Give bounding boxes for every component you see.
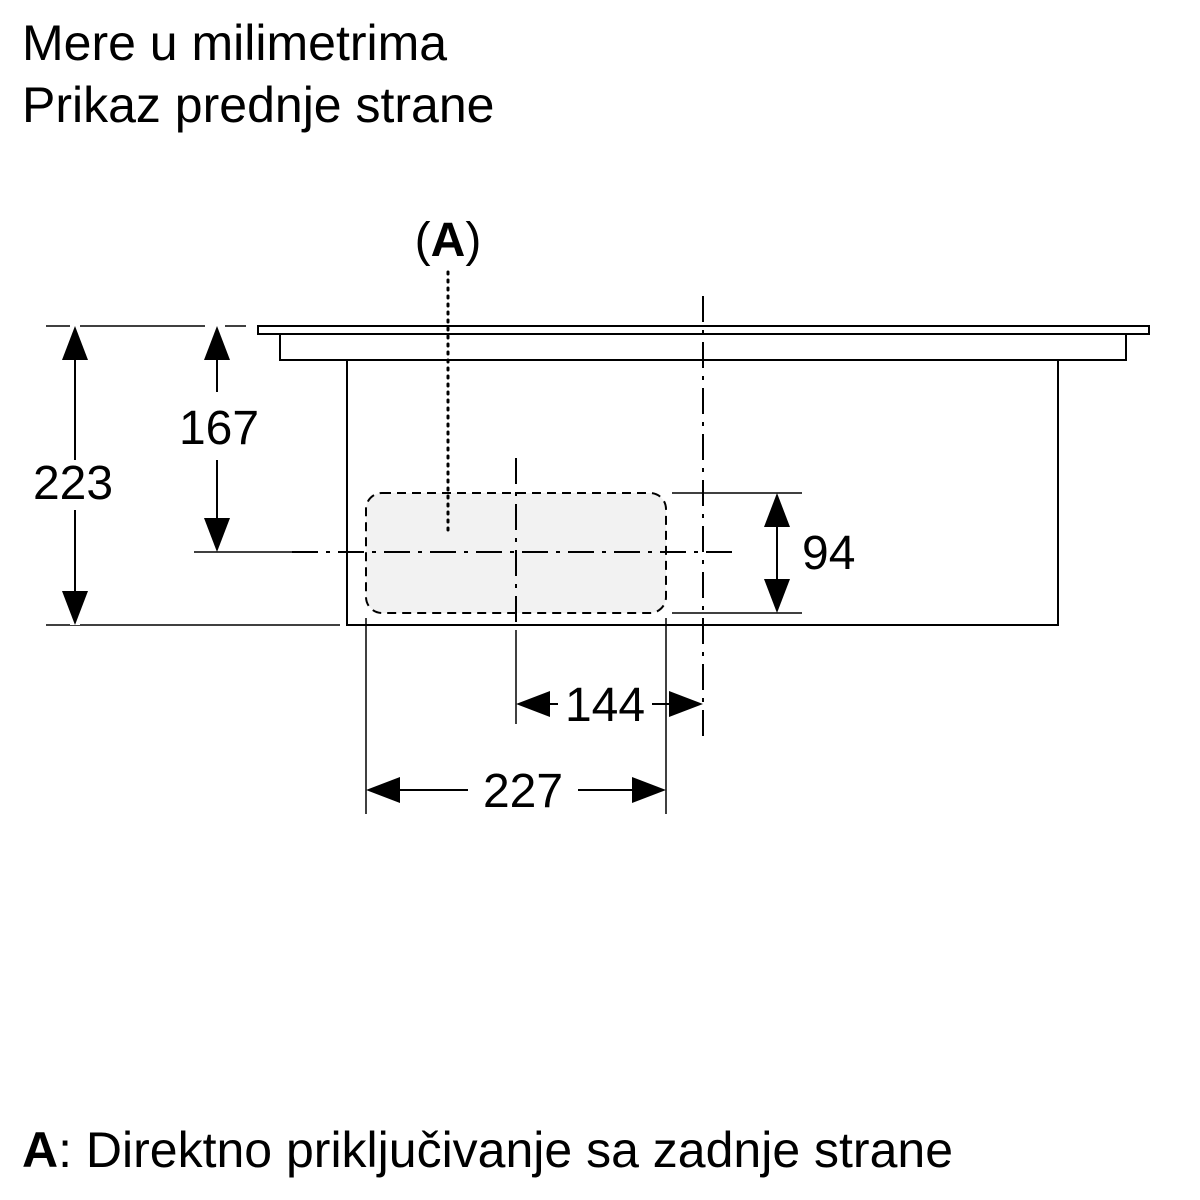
callout-paren-open: ( (414, 214, 431, 267)
title-units: Mere u milimetrima (22, 15, 448, 71)
callout-paren-close: ) (465, 214, 482, 267)
dim-arrowhead-144-right (669, 691, 703, 717)
legend-line (22, 1122, 953, 1178)
dim-arrowhead-227-right (632, 777, 666, 803)
dim-label-167: 167 (178, 402, 260, 455)
dim-label-144: 144 (564, 679, 646, 732)
callout-letter: A (430, 214, 466, 267)
dim-label-223: 223 (32, 457, 114, 510)
title-view: Prikaz prednje strane (22, 77, 495, 133)
dim-label-94: 94 (802, 527, 856, 580)
legend-key: A (22, 1122, 59, 1178)
dim-arrowhead-223-top (62, 326, 88, 360)
dim-arrowhead-167-bottom (204, 518, 230, 552)
callout-label (415, 214, 482, 267)
dim-arrowhead-144-left (516, 691, 550, 717)
legend-separator: : (58, 1122, 73, 1178)
legend-text: Direktno priključivanje sa zadnje strane (72, 1122, 953, 1178)
dim-arrowhead-223-bottom (62, 591, 88, 625)
dim-label-227: 227 (482, 765, 564, 818)
dim-arrowhead-227-left (366, 777, 400, 803)
